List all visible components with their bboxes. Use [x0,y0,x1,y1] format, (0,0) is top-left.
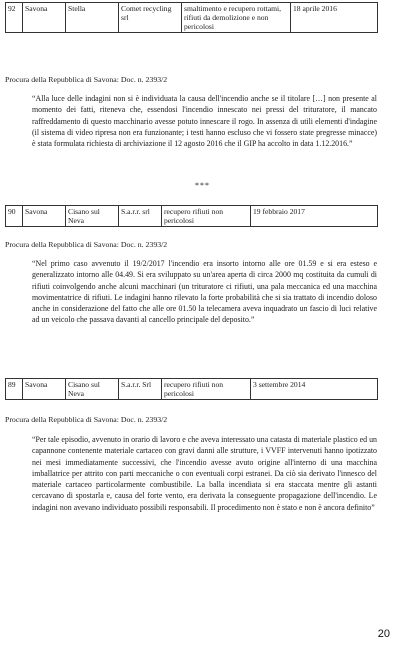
record-activity: recupero rifiuti non pericolosi [162,206,251,227]
page-number: 20 [377,628,390,640]
record-table-89 [5,378,378,400]
section-separator: *** [195,181,210,190]
record-city: Savona [23,3,66,33]
table-row [6,206,378,227]
record-place: Cisano sul Neva [66,379,119,400]
record-number: 89 [6,379,23,400]
record-activity: smaltimento e recupero rottami, rifiuti da demolizione e non pericolosi [182,3,291,33]
record-city: Savona [23,379,66,400]
record-number: 90 [6,206,23,227]
record-date: 3 settembre 2014 [251,379,378,400]
record-company: S.a.r.r. srl [119,206,162,227]
source-reference: Procura della Repubblica di Savona: Doc. n. 2393/2 [5,240,168,249]
record-number: 92 [6,3,23,33]
record-place: Cisano sul Neva [66,206,119,227]
table-row [6,3,378,33]
table-row [6,379,378,400]
record-table-92 [5,2,378,33]
record-activity: recupero rifiuti non pericolosi [162,379,251,400]
record-city: Savona [23,206,66,227]
source-reference: Procura della Repubblica di Savona: Doc. n. 2393/2 [5,415,168,424]
quote-paragraph: “Alla luce delle indagini non si è individuata la causa dell'incendio anche se il titolare […] non presente al momento dei fatti, riteneva che, essendosi l'incendio innescato nei pressi del trituratore, il mancato raffreddamento di questo macchinario avesse potuto innescare il rogo. In assenza di utili elementi d'indagine (il sistema di video ripresa non era funzionante; i testi hanno escluso che vi fossero state pregresse minacce) è stata formulata richiesta di archiviazione il 12 agosto 2016 che il GIP ha accolto in data 1.12.2016.” [32,94,377,149]
record-table-90 [5,205,378,227]
record-company: Comet recycling srl [119,3,182,33]
quote-paragraph: “Per tale episodio, avvenuto in orario di lavoro e che aveva interessato una catasta di materiale plastico ed un capannone contenente materiale cartaceo con gravi danni alle strutture, i VVFF intervenuti hanno ipotizzato nei mesi immediatamente successivi, che l'incendio avesse avuto origine all'interno di una macchina imballatrice per attrito con parti meccaniche o con eventuali corpi estranei. Da ciò sia derivato l'innesco del materiale cartaceo particolarmente combustibile. La balla incendiata si era staccata mentre gli astanti cercavano di spostarla e, causa del forte vento, era derivata la conseguente propagazione dell'incendio. Le indagini non avevano individuato possibili responsabili. Il procedimento non è stato e non è ancora definito” [32,435,377,512]
record-date: 18 aprile 2016 [291,3,378,33]
quote-paragraph: “Nel primo caso avvenuto il 19/2/2017 l'incendio era insorto intorno alle ore 01.59 e si era esteso e generalizzato intorno alle 04.49. Si era sviluppato su un'area aperta di circa 2000 mq costituita da cumuli di rifiuti coinvolgendo anche alcuni macchinari (un trituratore ci rifiuti, una pala meccanica ed una macchina movimentatrice di rifiuti. Le indagini hanno rilevato la forte probabilità che si sia trattato di incendio doloso anche in considerazione del fatto che alle ore 01.50 la telecamera aveva inquadrato un fascio di luci relative ad un veicolo che passava davanti al cancello principale del deposito.” [32,259,377,325]
record-company: S.a.r.r. Srl [119,379,162,400]
source-reference: Procura della Repubblica di Savona: Doc. n. 2393/2 [5,75,168,84]
record-place: Stella [66,3,119,33]
record-date: 19 febbraio 2017 [251,206,378,227]
